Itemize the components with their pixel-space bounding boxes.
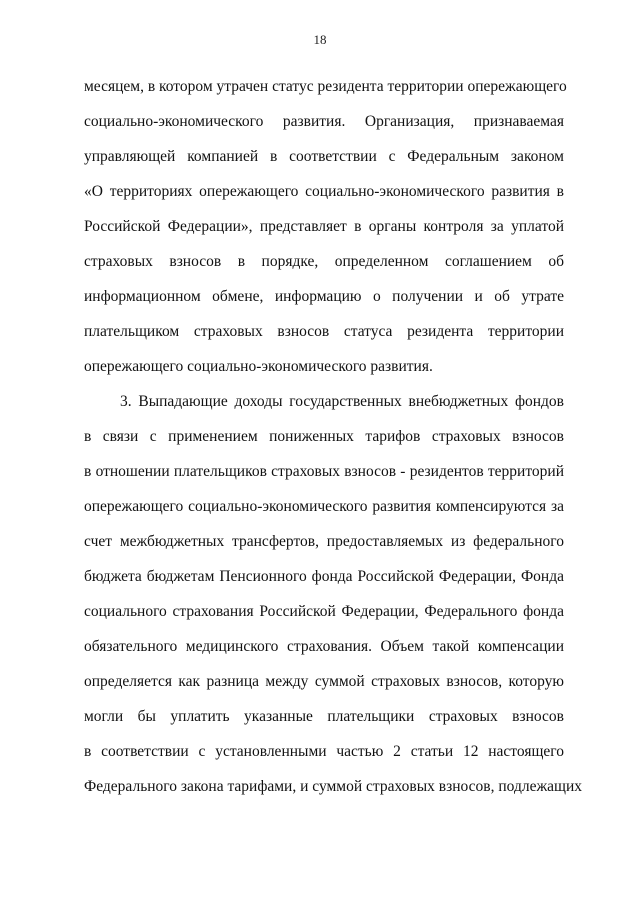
text-line: в связи с применением пониженных тарифов страховых взносов	[84, 428, 564, 445]
text-line: опережающего социально-экономического развития компенсируются за	[84, 498, 564, 515]
text-line: страховых взносов в порядке, определенном соглашением об	[84, 253, 564, 270]
text-line: в соответствии с установленными частью 2 статьи 12 настоящего	[84, 743, 564, 760]
text-line: управляющей компанией в соответствии с Федеральным законом	[84, 148, 564, 165]
text-line: опережающего социально-экономического развития.	[84, 358, 433, 375]
text-line: бюджета бюджетам Пенсионного фонда Российской Федерации, Фонда	[84, 568, 564, 585]
text-line: в отношении плательщиков страховых взносов - резидентов территорий	[84, 463, 564, 480]
page-number: 18	[313, 32, 327, 47]
text-line: определяется как разница между суммой страховых взносов, которую	[84, 673, 564, 690]
text-line: месяцем, в котором утрачен статус резидента территории опережающего	[84, 78, 567, 95]
text-line: могли бы уплатить указанные плательщики страховых взносов	[84, 708, 564, 725]
text-line: Федерального закона тарифами, и суммой страховых взносов, подлежащих	[84, 778, 583, 795]
text-line: плательщиком страховых взносов статуса резидента территории	[84, 323, 564, 340]
text-line: «О территориях опережающего социально-экономического развития в	[84, 183, 564, 200]
text-line: Российской Федерации», представляет в органы контроля за уплатой	[84, 218, 564, 235]
text-line: обязательного медицинского страхования. Объем такой компенсации	[84, 638, 564, 655]
text-line: социального страхования Российской Федерации, Федерального фонда	[84, 603, 564, 620]
text-line: социально-экономического развития. Организация, признаваемая	[84, 113, 564, 130]
text-line: 3. Выпадающие доходы государственных внебюджетных фондов	[120, 393, 564, 410]
text-line: счет межбюджетных трансфертов, предоставляемых из федерального	[84, 533, 564, 550]
text-line: информационном обмене, информацию о получении и об утрате	[84, 288, 564, 305]
